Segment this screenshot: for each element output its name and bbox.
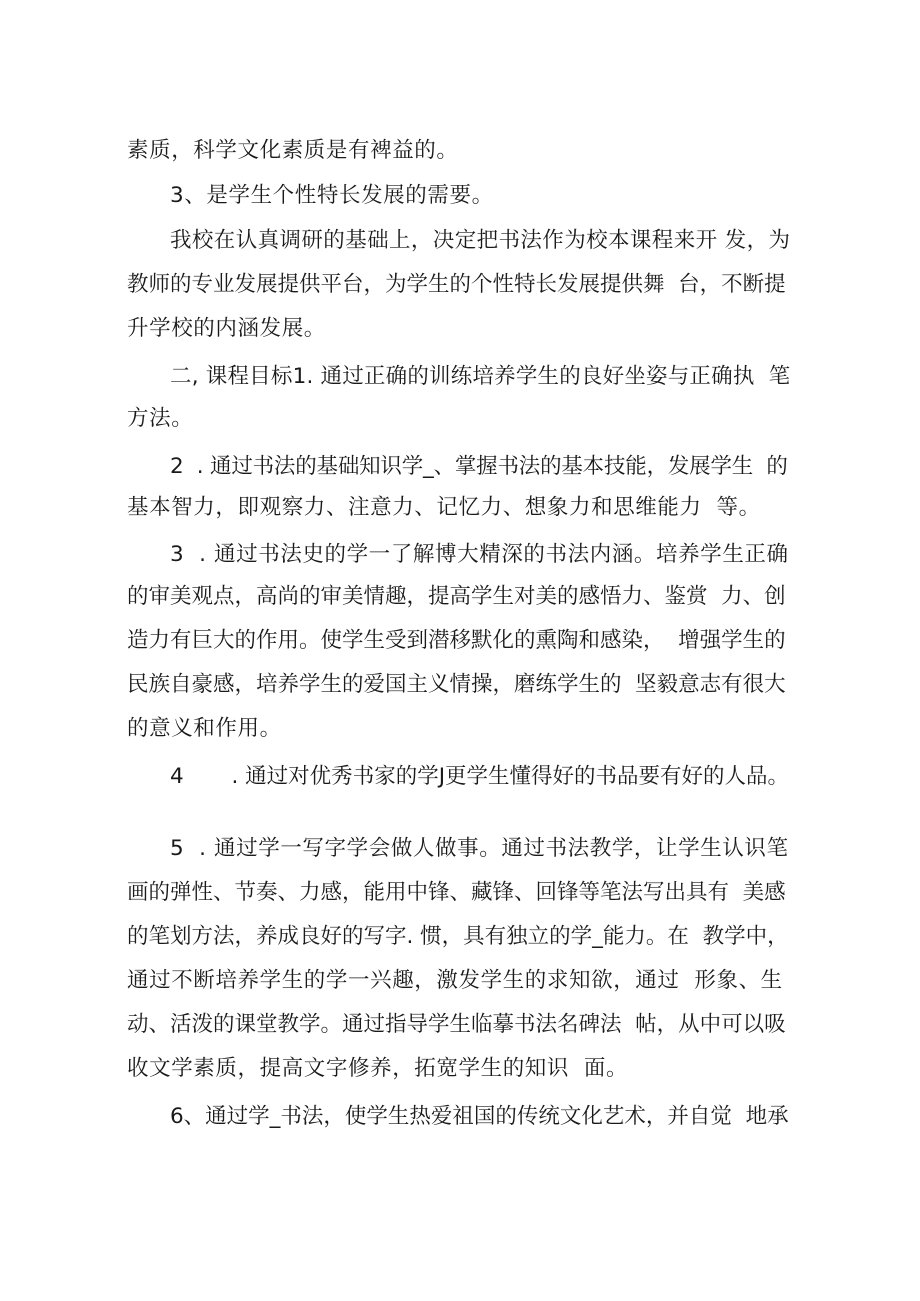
text-line: 5 . 通过学一写字学会做人做事。通过书法教学，让学生认识笔 — [170, 836, 789, 861]
text-line: 的笔划方法，养成良好的写字. 惯，具有独立的学_能力。在 教学中， — [127, 924, 789, 949]
text-line: 的审美观点，高尚的审美情趣，提高学生对美的感悟力、鉴赏 力、创 — [127, 584, 786, 609]
text-line: 的意义和作用。 — [127, 716, 282, 741]
text-line: 通过不断培养学生的学一兴趣，激发学生的求知欲，通过 形象、生 — [127, 968, 783, 993]
text-line: 方法。 — [127, 406, 194, 431]
text-line: 画的弹性、节奏、力感，能用中锋、藏锋、回锋等笔法写出具有 美感 — [127, 880, 786, 905]
text-line: 4 . 通过对优秀书家的学J更学生懂得好的书品要有好的人品。 — [170, 764, 790, 789]
text-line: 素质，科学文化素质是有裨益的。 — [127, 138, 459, 163]
text-line: 3、是学生个性特长发展的需要。 — [170, 183, 494, 208]
text-line: 教师的专业发展提供平台，为学生的个性特长发展提供舞 台，不断提 — [127, 272, 786, 297]
text-line: 升学校的内涵发展。 — [127, 316, 326, 341]
text-line: 2 . 通过书法的基础知识学_、掌握书法的基本技能，发展学生 的 — [170, 454, 788, 479]
text-line: 6、通过学_书法，使学生热爱祖国的传统文化艺术，并自觉 地承 — [170, 1104, 789, 1129]
text-line: 造力有巨大的作用。使学生受到潜移默化的熏陶和感染， 增强学生的 — [127, 628, 786, 653]
text-line: 收文学素质，提高文字修养，拓宽学生的知识 面。 — [127, 1056, 629, 1081]
text-line: 民族自豪感，培养学生的爱国主义情操，磨练学生的 坚毅意志有很大 — [127, 672, 786, 697]
text-line: 动、活泼的课堂教学。通过指导学生临摹书法名碑法 帖，从中可以吸 — [127, 1012, 786, 1037]
text-line: 我校在认真调研的基础上，决定把书法作为校本课程来开 发，为 — [170, 228, 791, 253]
text-line: 二, 课程目标1. 通过正确的训练培养学生的良好坐姿与正确执 笔 — [170, 364, 791, 389]
text-line: 3 . 通过书法史的学一了解博大精深的书法内涵。培养学生正确 — [170, 542, 789, 567]
text-line: 基本智力，即观察力、注意力、记忆力、想象力和思维能力 等。 — [127, 495, 761, 520]
